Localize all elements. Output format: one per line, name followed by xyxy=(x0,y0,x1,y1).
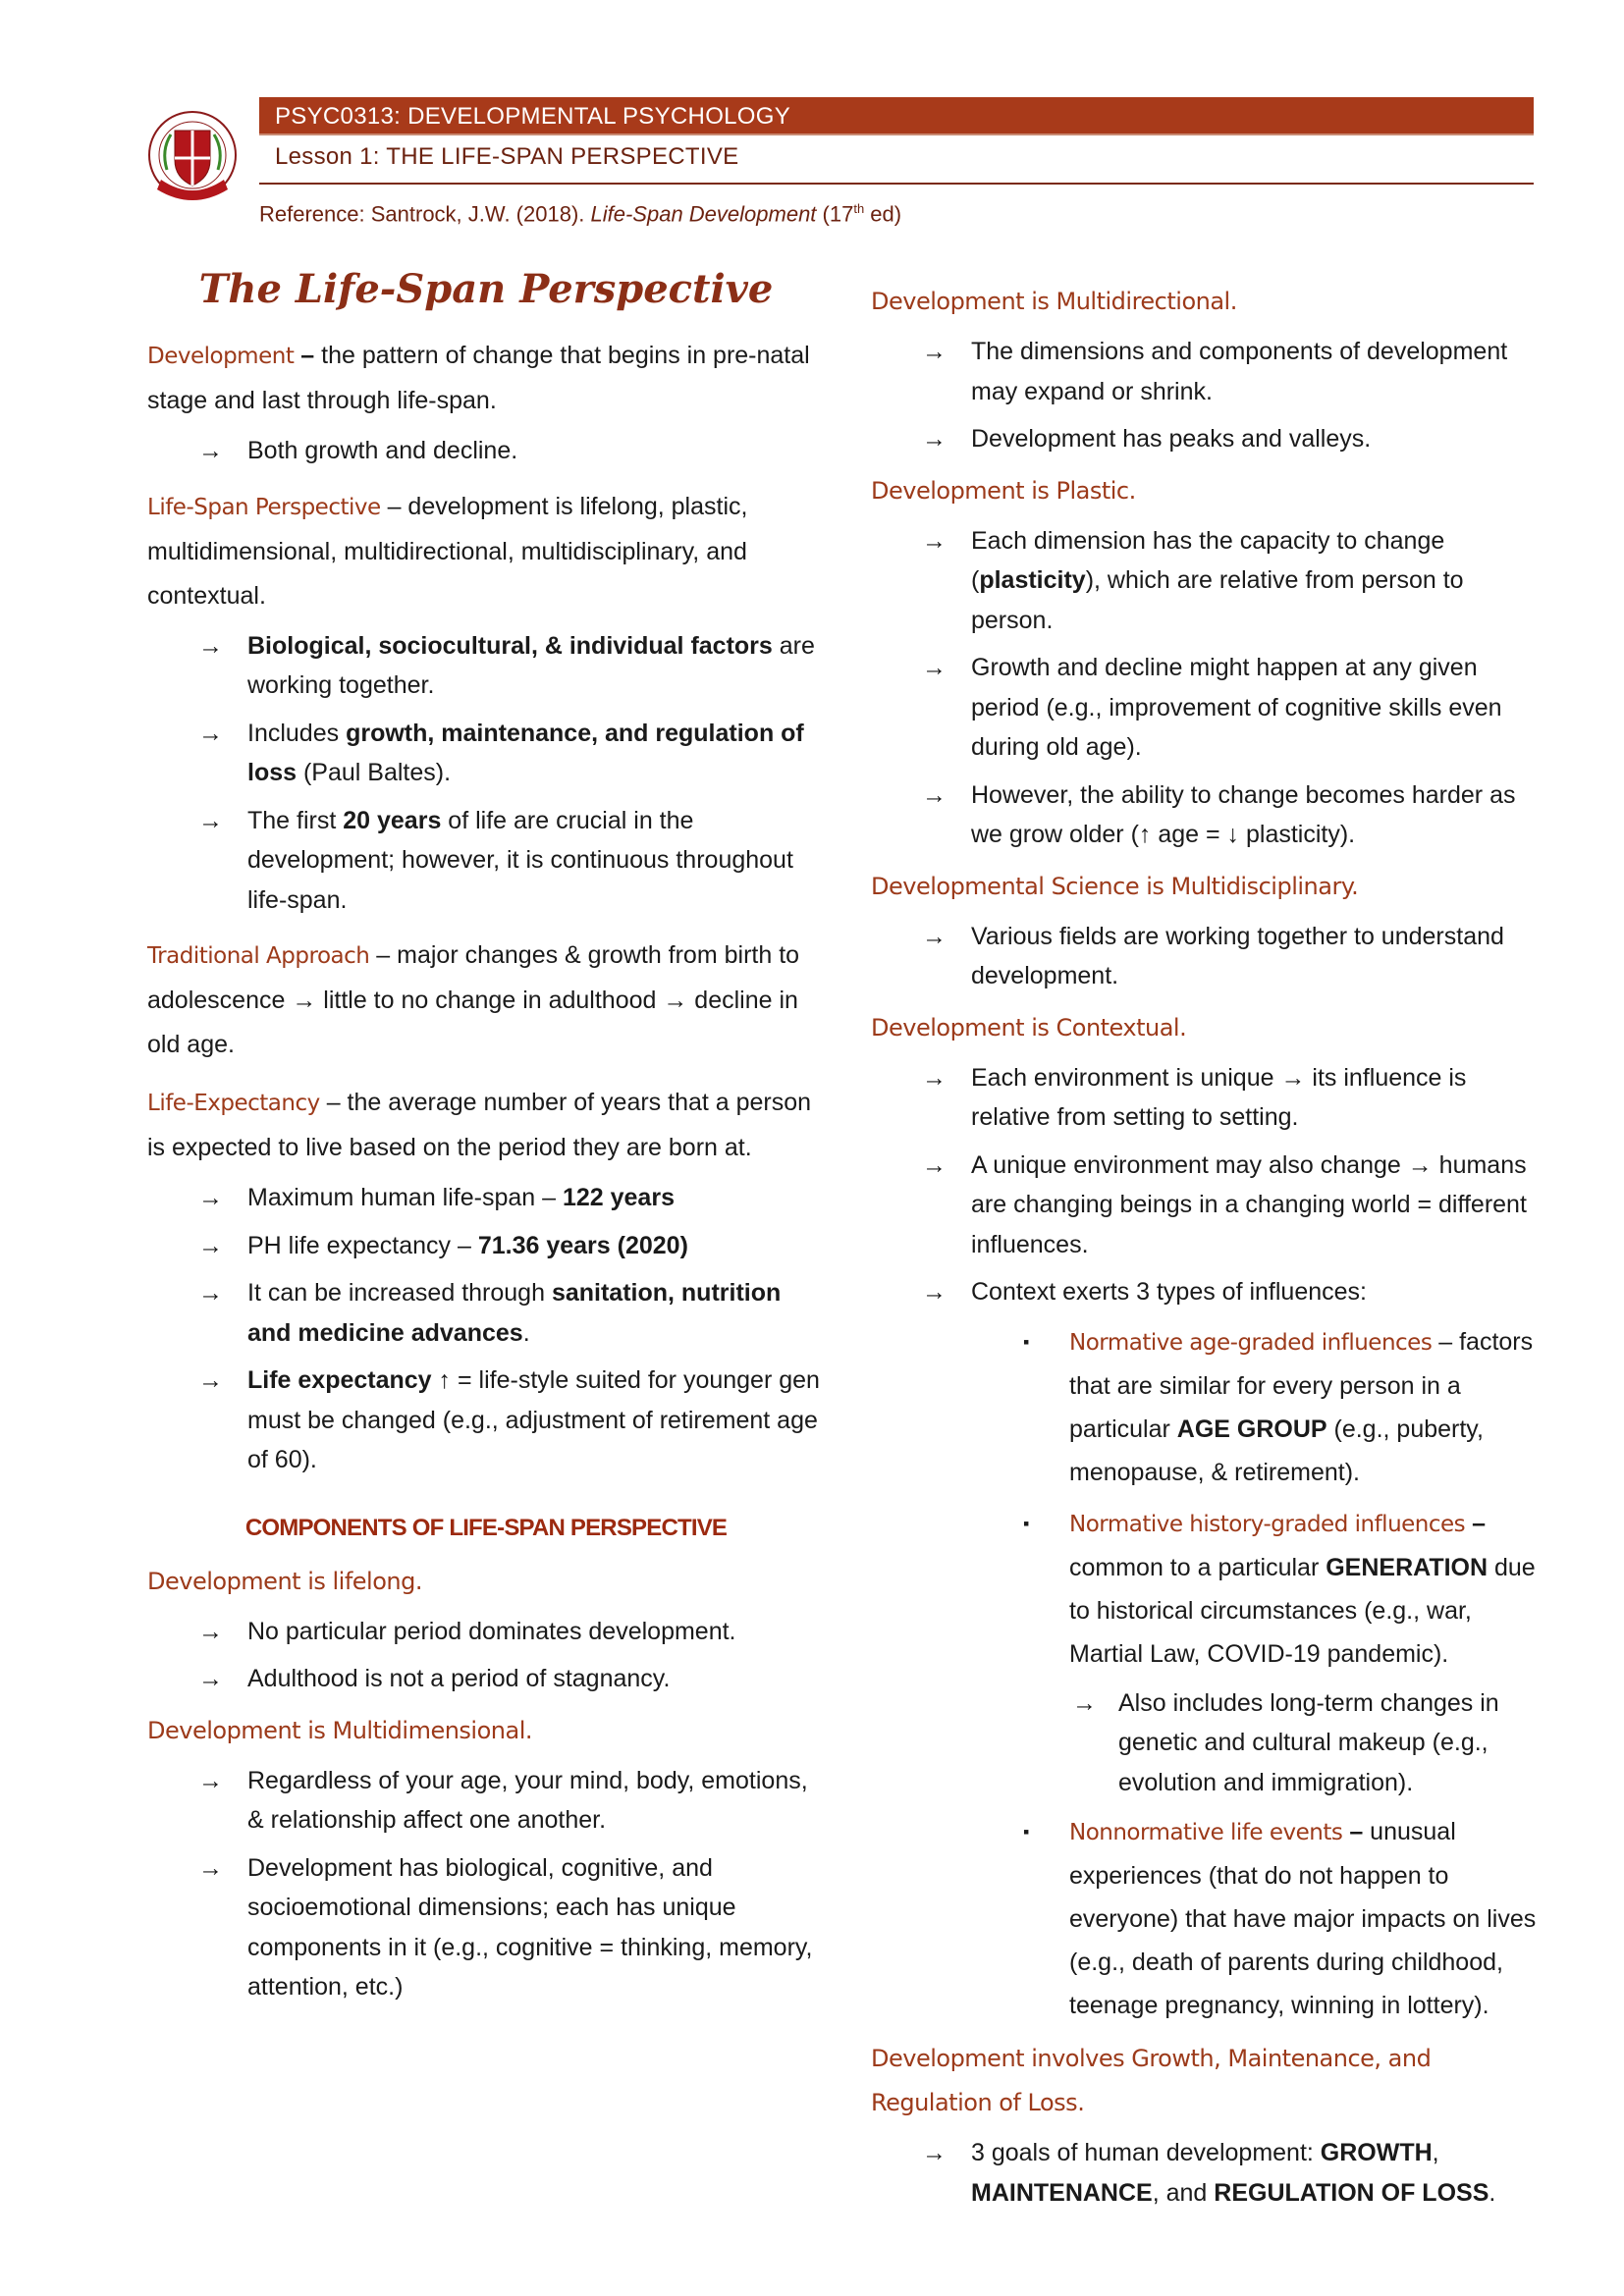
definition-paragraph xyxy=(147,334,825,423)
term: Normative age-graded influences xyxy=(1069,1329,1433,1356)
components-heading xyxy=(147,1506,825,1550)
definition-paragraph xyxy=(147,1081,825,1170)
arrow-bullet-icon: → xyxy=(922,1063,947,1092)
arrow-bullet-icon: → xyxy=(198,1279,223,1307)
text-segment: 3 goals of human development: xyxy=(971,2139,1321,2166)
lesson-title: Lesson 1: THE LIFE-SPAN PERSPECTIVE xyxy=(275,143,739,170)
bold-text: REGULATION OF LOSS xyxy=(1214,2178,1489,2207)
term: Nonnormative life events xyxy=(1069,1820,1343,1845)
text-segment: Both growth and decline. xyxy=(247,437,518,464)
arrow-bullet-icon: → xyxy=(198,1665,223,1692)
bullet-item xyxy=(871,521,1539,641)
text-segment: ↑ = life-style suited for younger gen must be changed (e.g., adjustment of retirement age of 60). xyxy=(247,1366,820,1473)
bullet-item xyxy=(147,1612,825,1652)
bullet-item xyxy=(871,1146,1539,1265)
arrow-bullet-icon: → xyxy=(198,1366,223,1394)
bold-text: 20 years xyxy=(343,806,442,834)
section-heading xyxy=(147,1709,825,1753)
section-heading xyxy=(871,280,1539,324)
bullet-item xyxy=(147,1659,825,1699)
term: Life-Span Perspective xyxy=(147,494,381,520)
text-segment: Includes xyxy=(247,719,347,747)
document-title: The Life-Span Perspective xyxy=(198,266,774,312)
reference-edition-sup: th xyxy=(853,201,865,216)
bold-text: GENERATION xyxy=(1326,1553,1489,1581)
bold-text: plasticity xyxy=(979,566,1086,594)
bullet-item xyxy=(147,714,825,793)
arrow-bullet-icon: → xyxy=(198,806,223,834)
section-heading xyxy=(871,865,1539,909)
text-segment: unusual experiences (that do not happen to everyone) that have major impacts on lives (e.g., death of parents during childhood, teenage pregnancy, winning in lottery). xyxy=(1069,1818,1537,2019)
arrow-bullet-icon: → xyxy=(1072,1688,1097,1717)
bullet-item xyxy=(147,1761,825,1841)
bullet-item xyxy=(871,775,1539,855)
text-segment: . xyxy=(522,1318,530,1347)
bullet-item xyxy=(147,1178,825,1218)
section-heading xyxy=(871,2037,1539,2125)
arrow-bullet-icon: → xyxy=(922,1150,947,1179)
reference-label: Reference xyxy=(259,201,359,227)
bold-text: Biological, sociocultural, & individual factors xyxy=(247,631,773,660)
text-segment: due to historical circumstances (e.g., war, Martial Law, COVID-19 pandemic). xyxy=(1069,1553,1536,1668)
text-segment: The dimensions and components of development may expand or shrink. xyxy=(971,338,1508,405)
header-divider xyxy=(259,183,1534,185)
section-heading xyxy=(147,1560,825,1604)
text-segment: Various fields are working together to understand development. xyxy=(971,922,1504,989)
reference-book: Life-Span Development xyxy=(590,201,817,227)
text-segment: Development is Plastic. xyxy=(871,476,1136,505)
text-segment: Maximum human life-span – xyxy=(247,1184,563,1211)
text-segment: – the average number of years that a person is expected to live based on the period they are born at. xyxy=(147,1089,812,1161)
bold-text: sanitation, nutrition and medicine advances xyxy=(247,1279,782,1347)
bullet-item xyxy=(147,801,825,921)
right-column xyxy=(871,270,1539,2213)
bullet-item xyxy=(147,1273,825,1353)
text-segment: – major changes & growth from birth to adolescence → little to no change in adulthood → decline in old age. xyxy=(147,941,800,1058)
bullet-item xyxy=(147,626,825,706)
bullet-item xyxy=(871,1272,1539,1312)
bold-text: 122 years xyxy=(562,1184,675,1211)
text-segment: (e.g., puberty, menopause, & retirement). xyxy=(1069,1415,1484,1486)
bullet-item xyxy=(147,1361,825,1480)
text-segment: Development involves Growth, Maintenance, and Regulation of Loss. xyxy=(871,2045,1432,2116)
definition-paragraph xyxy=(147,485,825,618)
term: Development xyxy=(147,344,295,369)
sub-bullet-item xyxy=(871,1683,1539,1803)
term: Traditional Approach xyxy=(147,943,370,969)
text-segment: – factors that are similar for every person in a particular xyxy=(1069,1327,1534,1443)
arrow-bullet-icon: → xyxy=(198,631,223,660)
arrow-bullet-icon: → xyxy=(922,654,947,681)
text-segment: A unique environment may also change → humans are changing beings in a changing world = different influences. xyxy=(971,1150,1527,1258)
square-bullet-icon: ▪ xyxy=(1023,1513,1030,1533)
text-segment: The first xyxy=(247,806,344,834)
square-bullet-item xyxy=(871,1320,1539,1494)
bullet-item xyxy=(871,648,1539,768)
bold-text: growth, maintenance, and regulation of loss xyxy=(247,719,804,786)
text-segment: COMPONENTS OF LIFE-SPAN PERSPECTIVE xyxy=(244,1514,728,1541)
bullet-item xyxy=(871,917,1539,996)
bullet-item xyxy=(147,431,825,471)
bullet-item xyxy=(871,419,1539,459)
bold-text: – xyxy=(1465,1509,1487,1537)
reference-edition-end: ed) xyxy=(864,201,902,227)
term: Normative history-graded influences xyxy=(1069,1511,1466,1537)
arrow-bullet-icon: → xyxy=(198,1617,223,1645)
text-segment: Development is Contextual. xyxy=(871,1013,1187,1041)
bold-text: – xyxy=(294,342,322,369)
text-segment: the pattern of change that begins in pre-natal stage and last through life-span. xyxy=(147,342,810,414)
arrow-bullet-icon: → xyxy=(198,437,223,464)
university-seal-logo xyxy=(147,101,238,217)
arrow-bullet-icon: → xyxy=(922,2139,947,2166)
arrow-bullet-icon: → xyxy=(922,780,947,809)
arrow-bullet-icon: → xyxy=(922,425,947,453)
bold-text: 71.36 years (2020) xyxy=(477,1231,688,1259)
definition-paragraph xyxy=(147,934,825,1067)
text-segment: No particular period dominates development. xyxy=(247,1617,736,1645)
text-segment: ), which are relative from person to person. xyxy=(971,566,1464,634)
bold-text: AGE GROUP xyxy=(1176,1415,1327,1443)
arrow-bullet-icon: → xyxy=(922,922,947,950)
square-bullet-icon: ▪ xyxy=(1023,1822,1030,1842)
text-segment: Development is lifelong. xyxy=(147,1567,422,1595)
bullet-item xyxy=(871,332,1539,411)
text-segment: Development is Multidimensional. xyxy=(147,1716,532,1744)
left-column xyxy=(147,265,825,2007)
bullet-item xyxy=(871,1058,1539,1138)
reference-text: : Santrock, J.W. (2018). xyxy=(358,201,591,227)
text-segment: PH life expectancy – xyxy=(247,1231,478,1259)
section-heading xyxy=(871,1006,1539,1050)
arrow-bullet-icon: → xyxy=(922,526,947,555)
bold-text: Life expectancy xyxy=(247,1366,432,1394)
bullet-item xyxy=(871,2133,1539,2213)
text-segment: Regardless of your age, your mind, body, emotions, & relationship affect one another. xyxy=(247,1766,808,1834)
text-segment: It can be increased through xyxy=(247,1279,552,1307)
text-segment: Each dimension has the capacity to change ( xyxy=(971,526,1445,594)
text-segment: are working together. xyxy=(247,631,815,699)
bold-text: GROWTH xyxy=(1320,2139,1433,2166)
text-segment: Development has biological, cognitive, and socioemotional dimensions; each has unique components in it (e.g., cognitive = thinking, memory, attention, etc.) xyxy=(247,1853,813,2001)
text-segment: Each environment is unique → its influence is relative from setting to setting. xyxy=(971,1063,1467,1131)
text-segment: Context exerts 3 types of influences: xyxy=(971,1278,1367,1306)
bold-text: – xyxy=(1342,1818,1371,1845)
text-segment: Also includes long-term changes in genetic and cultural makeup (e.g., evolution and immigration). xyxy=(1118,1688,1499,1796)
term: Life-Expectancy xyxy=(147,1091,320,1116)
text-segment: , and xyxy=(1152,2178,1215,2207)
text-segment: – development is lifelong, plastic, multidimensional, multidirectional, multidisciplinary, and contextual. xyxy=(147,492,748,610)
bold-text: MAINTENANCE xyxy=(971,2178,1153,2207)
text-segment: , xyxy=(1432,2139,1439,2166)
arrow-bullet-icon: → xyxy=(198,719,223,747)
text-segment: common to a particular xyxy=(1069,1553,1326,1581)
text-segment: Adulthood is not a period of stagnancy. xyxy=(247,1665,671,1692)
square-bullet-item xyxy=(871,1810,1539,2027)
text-segment: of life are crucial in the development; however, it is continuous throughout life-span. xyxy=(247,806,793,914)
reference-edition: (17 xyxy=(816,201,854,227)
reference-line xyxy=(259,201,901,227)
course-title-bar: PSYC0313: DEVELOPMENTAL PSYCHOLOGY xyxy=(259,97,1534,135)
bullet-item xyxy=(147,1848,825,2007)
arrow-bullet-icon: → xyxy=(922,338,947,365)
arrow-bullet-icon: → xyxy=(198,1231,223,1259)
section-heading xyxy=(871,469,1539,513)
text-segment: (Paul Baltes). xyxy=(297,759,452,786)
text-segment: However, the ability to change becomes harder as we grow older (↑ age = ↓ plasticity). xyxy=(971,780,1516,848)
arrow-bullet-icon: → xyxy=(198,1853,223,1882)
text-segment: Growth and decline might happen at any given period (e.g., improvement of cognitive skills even during old age). xyxy=(971,654,1502,761)
square-bullet-icon: ▪ xyxy=(1023,1331,1030,1352)
square-bullet-item xyxy=(871,1502,1539,1676)
text-segment: Development has peaks and valleys. xyxy=(971,425,1372,453)
text-segment: . xyxy=(1489,2178,1496,2207)
bullet-item xyxy=(147,1226,825,1266)
text-segment: Development is Multidirectional. xyxy=(871,288,1237,315)
arrow-bullet-icon: → xyxy=(198,1184,223,1211)
text-segment: Developmental Science is Multidisciplinary. xyxy=(871,872,1359,900)
arrow-bullet-icon: → xyxy=(198,1766,223,1794)
arrow-bullet-icon: → xyxy=(922,1278,947,1306)
